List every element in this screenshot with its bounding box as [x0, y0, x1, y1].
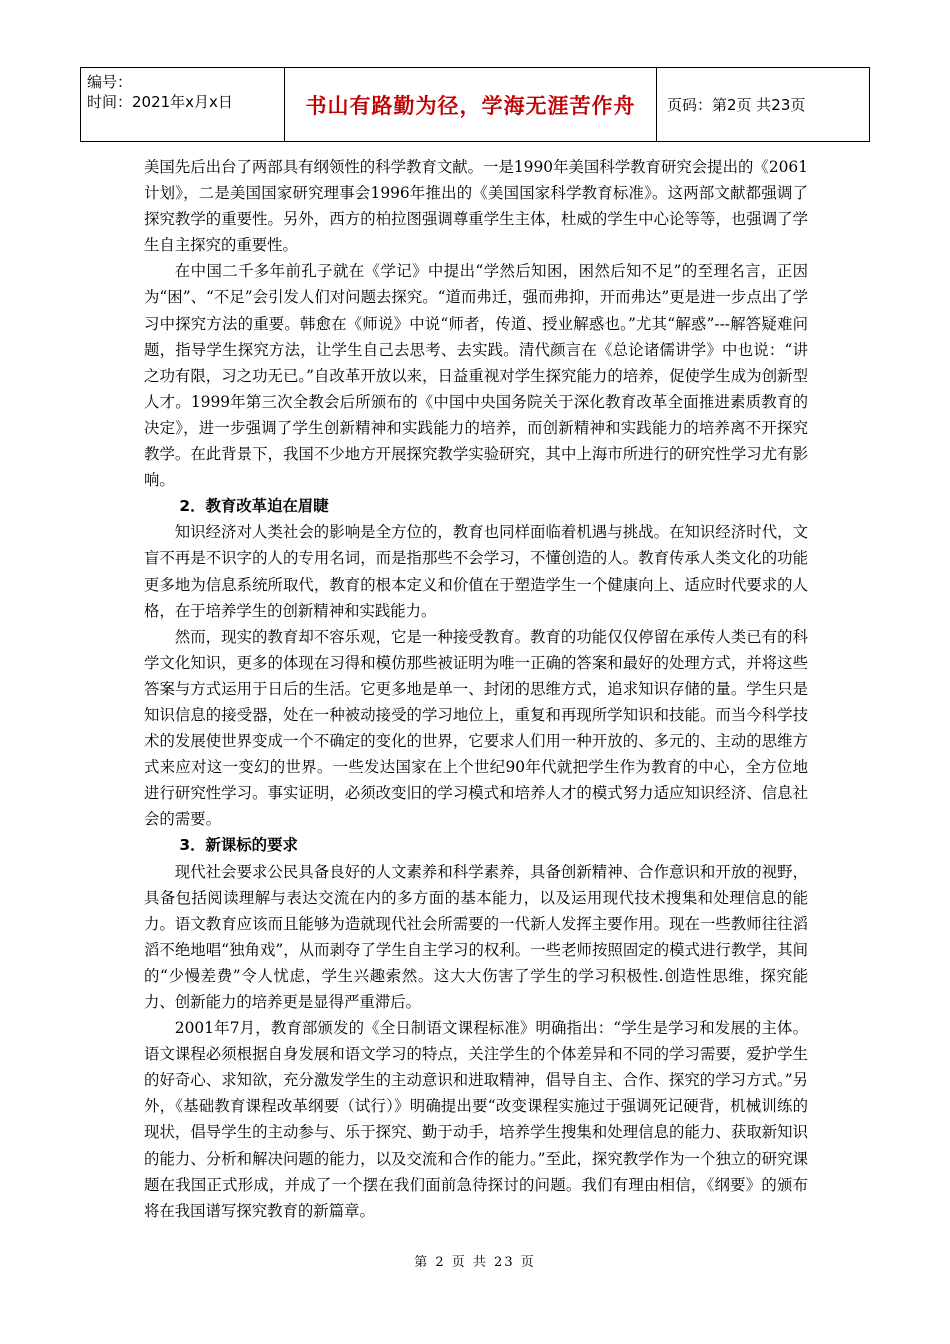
header-table — [80, 67, 870, 142]
body-paragraph: 美国先后出台了两部具有纲领性的科学教育文献。一是1990年美国科学教育研究会提出的《2061计划》，二是美国国家研究理事会1996年推出的《美国国家科学教育标准》。这两部文献都强调了探究教学的重要性。另外，西方的柏拉图强调尊重学生主体，杜威的学生中心论等等，也强调了学生自主探究的重要性。 — [144, 158, 808, 255]
body-paragraph: 知识经济对人类社会的影响是全方位的，教育也同样面临着机遇与挑战。在知识经济时代，文盲不再是不识字的人的专用名词，而是指那些不会学习，不懂创造的人。教育传承人类文化的功能更多地为信息系统所取代，教育的根本定义和价值在于塑造学生一个健康向上、适应时代要求的人格，在于培养学生的创新精神和实践能力。 — [144, 523, 808, 620]
section-heading: 2．教育改革迫在眉睫 — [179, 497, 329, 516]
body-paragraph: 然而，现实的教育却不容乐观，它是一种接受教育。教育的功能仅仅停留在承传人类已有的科学文化知识，更多的体现在习得和模仿那些被证明为唯一正确的答案和最好的处理方式，并将这些答案与方式运用于日后的生活。它更多地是单一、封闭的思维方式，追求知识存储的量。学生只是知识信息的接受器，处在一种被动接受的学习地位上，重复和再现所学知识和技能。而当今科学技术的发展使世界变成一个不确定的变化的世界，它要求人们用一种开放的、多元的、主动的思维方式来应对这一变幻的世界。一些发达国家在上个世纪90年代就把学生作为教育的中心，全方位地进行研究性学习。事实证明，必须改变旧的学习模式和培养人才的模式努力适应知识经济、信息社会的需要。 — [144, 627, 808, 829]
section-heading: 3．新课标的要求 — [179, 836, 298, 855]
body-paragraph: 现代社会要求公民具备良好的人文素养和科学素养，具备创新精神、合作意识和开放的视野，具备包括阅读理解与表达交流在内的多方面的基本能力，以及运用现代技术搜集和处理信息的能力。语文教育应该而且能够为造就现代社会所需要的一代新人发挥主要作用。现在一些教师往往滔滔不绝地唱“独角戏”，从而剥夺了学生自主学习的权利。一些老师按照固定的模式进行教学，其间的“少慢差费”令人忧虑，学生兴趣索然。这大大伤害了学生的学习积极性.创造性思维，探究能力、创新能力的培养更是显得严重滞后。 — [144, 862, 808, 1011]
header-meta-cell — [81, 68, 285, 141]
header-motto: 书山有路勤为径，学海无涯苦作舟 — [285, 68, 657, 141]
body-paragraph: 2001年7月，教育部颁发的《全日制语文课程标准》明确指出：“学生是学习和发展的主体。语文课程必须根据自身发展和语文学习的特点，关注学生的个体差异和不同的学习需要，爱护学生的好奇心、求知欲，充分激发学生的主动意识和进取精神，倡导自主、合作、探究的学习方式。”另外，《基础教育课程改革纲要（试行）》明确提出要“改变课程实施过于强调死记硬背，机械训练的现状，倡导学生的主动参与、乐于探究、勤于动手，培养学生搜集和处理信息的能力、获取新知识的能力、分析和解决问题的能力，以及交流和合作的能力。”至此，探究教学作为一个独立的研究课题在我国正式形成，并成了一个摆在我们面前急待探讨的问题。我们有理由相信，《纲要》的颁布将在我国谱写探究教育的新篇章。 — [144, 1019, 808, 1220]
document-body — [144, 154, 808, 1224]
document-number-label: 编号： — [87, 73, 133, 91]
body-paragraph: 在中国二千多年前孔子就在《学记》中提出“学然后知困，困然后知不足”的至理名言，正因为“困”、“不足”会引发人们对问题去探究。“道而弗迁，强而弗抑，开而弗达”更是进一步点出了学习中探究方法的重要。韩愈在《师说》中说“师者，传道、授业解惑也。”尤其“解惑”---解答疑难问题，指导学生探究方法，让学生自己去思考、去实践。清代颜言在《总论诸儒讲学》中也说：“讲之功有限，习之功无已。”自改革开放以来，日益重视对学生探究能力的培养，促使学生成为创新型人才。1999年第三次全教会后所颁布的《中国中央国务院关于深化教育改革全面推进素质教育的决定》，进一步强调了学生创新精神和实践能力的培养，而创新精神和实践能力的培养离不开探究教学。在此背景下，我国不少地方开展探究教学实验研究，其中上海市所进行的研究性学习尤有影响。 — [144, 262, 808, 490]
page-footer: 第 2 页 共 23 页 — [414, 1255, 536, 1270]
document-date: 时间：2021年x月x日 — [87, 93, 233, 111]
header-page-info: 页码：第2页 共23页 — [667, 96, 806, 114]
